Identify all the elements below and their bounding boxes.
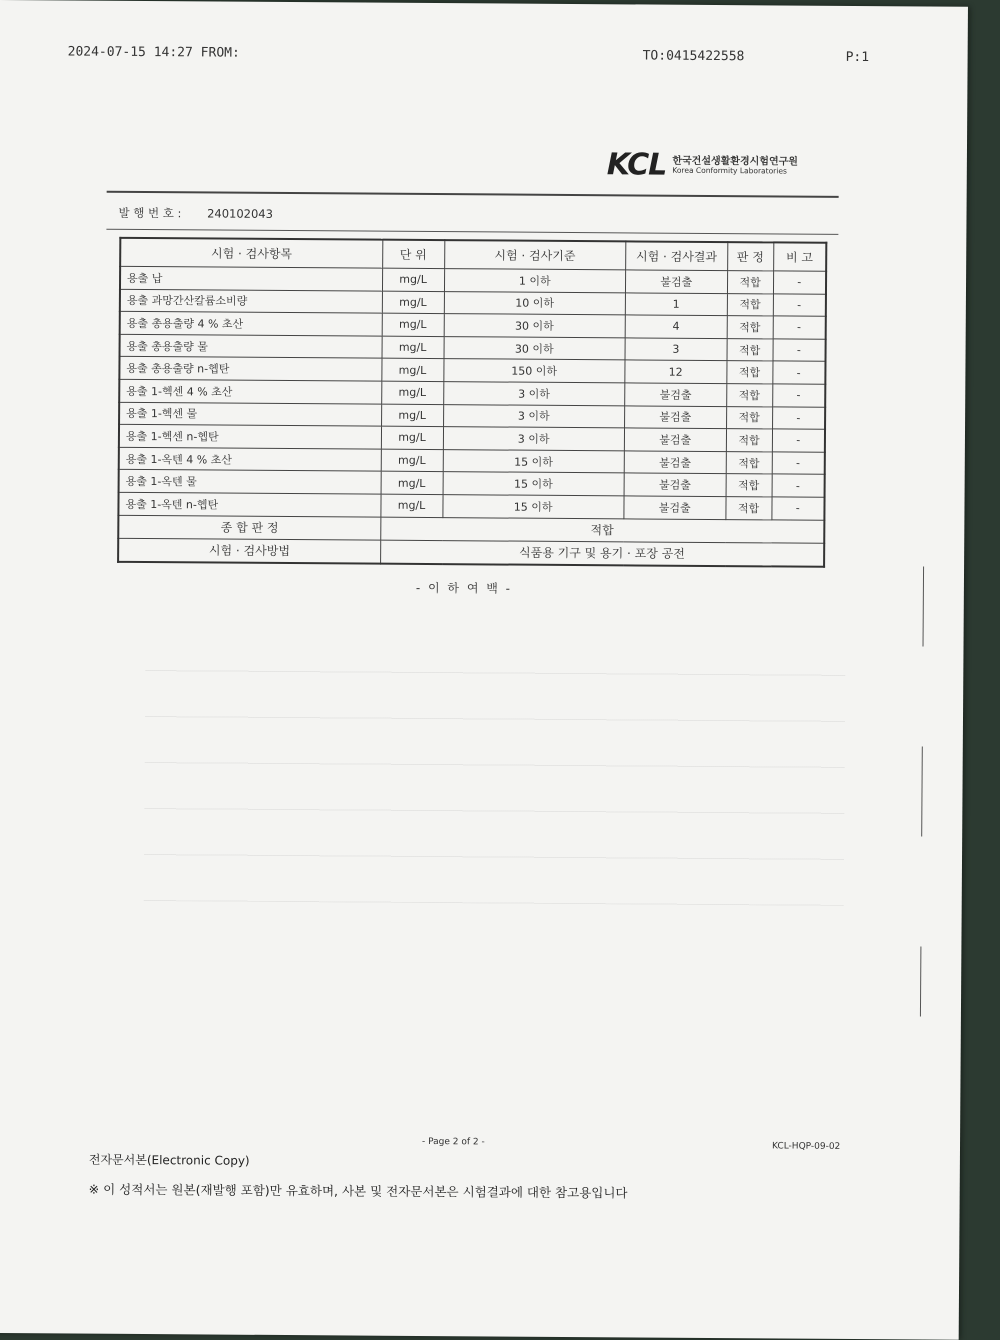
cell-remarks: - [773, 339, 826, 362]
cell-remarks: - [772, 429, 825, 452]
cell-criteria: 15 이하 [443, 472, 625, 496]
cell-judgment: 적합 [727, 271, 773, 294]
cell-remarks: - [773, 293, 826, 316]
edge-mark [920, 946, 921, 1016]
method-value: 식품용 기구 및 용기 · 포장 공전 [380, 540, 824, 567]
results-table [117, 237, 827, 567]
form-code: KCL-HQP-09-02 [771, 1141, 841, 1152]
cell-unit: mg/L [381, 426, 443, 449]
cell-unit: mg/L [381, 472, 443, 495]
cell-remarks: - [772, 406, 825, 429]
cell-criteria: 150 이하 [443, 359, 625, 383]
header-unit: 단 위 [382, 240, 444, 269]
cell-item: 용출 1-옥텐 물 [119, 470, 381, 494]
cell-judgment: 적합 [726, 497, 772, 520]
end-of-content-note: - 이 하 여 백 - [415, 580, 513, 596]
cell-result: 4 [625, 315, 727, 338]
issue-number-label: 발 행 번 호 : [118, 205, 182, 221]
cell-item: 용출 총용출량 물 [120, 334, 382, 358]
cell-criteria: 30 이하 [444, 336, 626, 360]
cell-result: 불검출 [624, 428, 726, 451]
logo-name-korean: 한국건설생활환경시험연구원 [672, 155, 798, 168]
cell-item: 용출 납 [120, 266, 382, 290]
cell-result: 불검출 [625, 383, 727, 406]
kcl-logo [607, 147, 798, 183]
cell-criteria: 10 이하 [444, 291, 626, 315]
edge-mark [923, 566, 925, 646]
cell-unit: mg/L [380, 494, 442, 517]
cell-unit: mg/L [382, 313, 444, 336]
cell-unit: mg/L [382, 268, 444, 291]
fax-to-number: TO:0415422558 [642, 48, 745, 65]
cell-unit: mg/L [382, 291, 444, 314]
summary-value: 적합 [380, 517, 824, 543]
cell-criteria: 15 이하 [442, 495, 624, 519]
cell-result: 불검출 [624, 451, 726, 474]
cell-unit: mg/L [381, 449, 443, 472]
cell-item: 용출 1-헥센 n-헵탄 [119, 424, 381, 448]
cell-judgment: 적합 [726, 384, 772, 407]
cell-judgment: 적합 [727, 293, 773, 316]
cell-criteria: 15 이하 [443, 449, 625, 473]
fax-datetime: 2024-07-15 14:27 FROM: [67, 44, 240, 61]
header-remarks: 비 고 [773, 242, 826, 271]
cell-criteria: 3 이하 [443, 427, 625, 451]
issue-number: 240102043 [207, 206, 274, 221]
cell-result: 불검출 [624, 405, 726, 428]
cell-judgment: 적합 [726, 429, 772, 452]
logo-name-english: Korea Conformity Laboratories [672, 165, 787, 176]
cell-criteria: 1 이하 [444, 269, 626, 293]
cell-result: 1 [625, 292, 727, 315]
cell-item: 용출 1-헥센 4 % 초산 [119, 379, 381, 403]
cell-judgment: 적합 [726, 361, 772, 384]
cell-remarks: - [773, 271, 826, 294]
issue-number-row [118, 205, 273, 222]
header-judgment: 판 정 [727, 242, 773, 271]
cell-item: 용출 총용출량 4 % 초산 [120, 312, 382, 336]
cell-remarks: - [772, 361, 825, 384]
fax-page-number: P:1 [845, 49, 870, 66]
edge-mark [921, 746, 923, 836]
header-criteria: 시험 · 검사기준 [444, 240, 626, 270]
bleed-through-shadow [144, 641, 846, 906]
issue-divider [106, 229, 838, 235]
cell-item: 용출 1-헥센 물 [119, 402, 381, 426]
cell-item: 용출 과망간산칼륨소비량 [120, 289, 382, 313]
method-row [118, 538, 824, 566]
cell-result: 불검출 [625, 270, 727, 293]
cell-item: 용출 1-옥텐 4 % 초산 [119, 447, 381, 471]
disclaimer-text: ※ 이 성적서는 원본(재발행 포함)만 유효하며, 사본 및 전자문서본은 시험결과에 대한 참고용입니다 [88, 1181, 628, 1201]
cell-unit: mg/L [381, 359, 443, 382]
method-label: 시험 · 검사방법 [118, 538, 380, 563]
electronic-copy-label: 전자문서본(Electronic Copy) [88, 1152, 250, 1168]
cell-remarks: - [771, 497, 824, 520]
cell-criteria: 3 이하 [443, 382, 625, 406]
cell-unit: mg/L [381, 381, 443, 404]
header-result: 시험 · 검사결과 [626, 241, 728, 270]
cell-judgment: 적합 [727, 338, 773, 361]
cell-result: 불검출 [624, 473, 726, 496]
header-divider [107, 191, 839, 198]
cell-item: 용출 1-옥텐 n-헵탄 [118, 492, 380, 516]
cell-remarks: - [772, 384, 825, 407]
page-indicator: - Page 2 of 2 - [422, 1136, 485, 1148]
cell-criteria: 30 이하 [444, 314, 626, 338]
cell-unit: mg/L [381, 404, 443, 427]
cell-unit: mg/L [382, 336, 444, 359]
cell-remarks: - [772, 452, 825, 475]
cell-remarks: - [772, 474, 825, 497]
cell-judgment: 적합 [726, 451, 772, 474]
cell-item: 용출 총용출량 n-헵탄 [119, 357, 381, 381]
cell-criteria: 3 이하 [443, 404, 625, 428]
cell-result: 12 [625, 360, 727, 383]
cell-judgment: 적합 [726, 474, 772, 497]
cell-result: 불검출 [624, 496, 726, 519]
cell-judgment: 적합 [727, 316, 773, 339]
fax-header [67, 44, 888, 66]
cell-remarks: - [773, 316, 826, 339]
cell-judgment: 적합 [726, 406, 772, 429]
logo-mark: KCL [606, 147, 667, 183]
cell-result: 3 [625, 338, 727, 361]
summary-label: 종 합 판 정 [118, 515, 380, 540]
header-item: 시험 · 검사항목 [120, 238, 382, 268]
